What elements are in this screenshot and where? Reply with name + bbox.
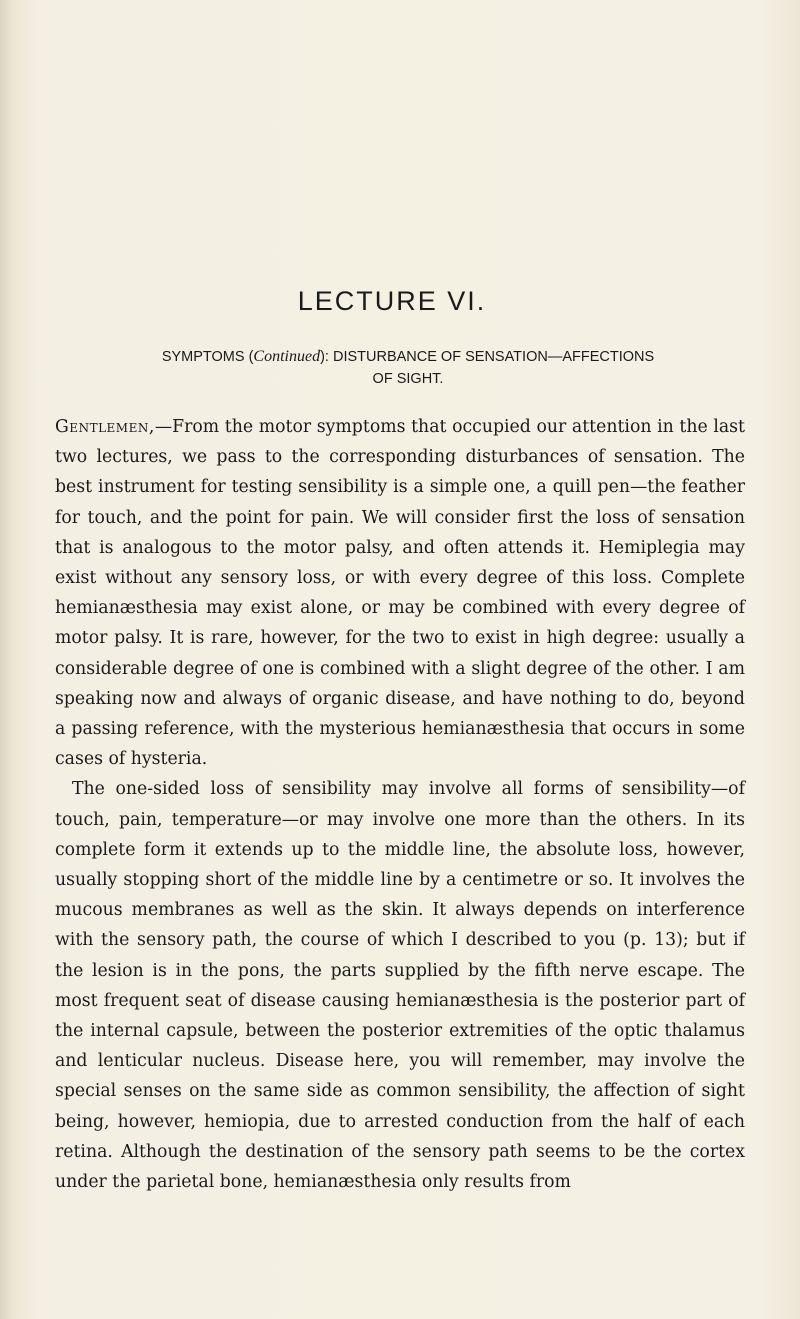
subtitle-prefix: SYMPTOMS ( (161, 349, 254, 365)
subtitle-line2: OF SIGHT. (372, 371, 444, 387)
body-text (55, 412, 745, 1197)
salutation: Gentlemen, (55, 417, 155, 437)
subtitle-continued: Continued (253, 348, 321, 365)
paragraph-1 (55, 412, 745, 774)
paragraph-1-text: —From the motor symptoms that occupied our attention in the last two lectures, we pass to the corresponding disturbances of sensation. The best instrument for testing sensibility is a simple one, a quill pen—the feather for touch, and the point for pain. We will consider first the loss of sensation that is analogous to the motor palsy, and often attends it. Hemiplegia may exist without any sensory loss, or with every degree of this loss. Complete hemianæsthesia may exist alone, or may be combined with every degree of motor palsy. It is rare, however, for the two to exist in high degree: usually a considerable degree of one is combined with a slight degree of the other. I am speaking now and always of organic disease, and have nothing to do, beyond a passing reference, with the mysterious hemianæsthesia that occurs in some cases of hysteria. (55, 417, 745, 770)
paragraph-2: The one-sided loss of sensibility may involve all forms of sensibility—of touch, pain, temperature—or may involve one more than the others. In its complete form it extends up to the middle line, the absolute loss, however, usually stopping short of the middle line by a centimetre or so. It involves the mucous membranes as well as the skin. It always depends on interference with the sensory path, the course of which I described to you (p. 13); but if the lesion is in the pons, the parts supplied by the fifth nerve escape. The most frequent seat of disease causing hemianæsthesia is the posterior part of the internal capsule, between the posterior extremities of the optic thalamus and lenticular nucleus. Disease here, you will remember, may involve the special senses on the same side as common sensibility, the affection of sight being, however, hemiopia, due to arrested conduction from the half of each retina. Although the destination of the sensory path seems to be the cortex under the parietal bone, hemianæsthesia only results from (55, 779, 745, 1193)
lecture-title: LECTURE VI. (297, 286, 487, 316)
chapter-subtitle (8, 346, 800, 390)
subtitle-rest: ): DISTURBANCE OF SENSATION—AFFECTIONS (320, 349, 655, 365)
